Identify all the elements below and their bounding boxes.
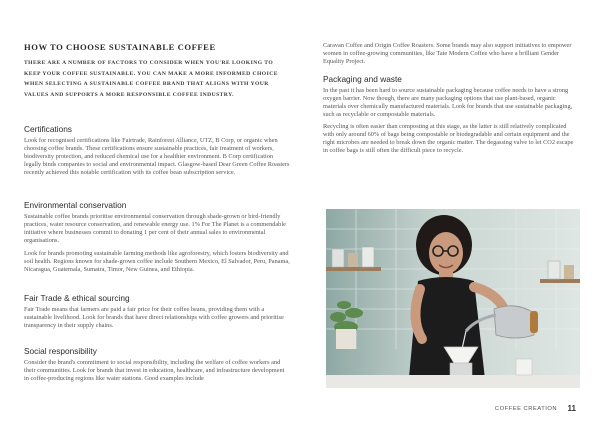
intro-standfirst: THERE ARE A NUMBER OF FACTORS TO CONSIDER WHEN YOU'RE LOOKING TO KEEP YOUR COFFEE SUSTAINABLE. YOU CAN MAKE A MORE INFORMED CHOICE WHEN SELECTING A SUSTAINABLE COFFEE BRAND THAT ALIGNS WITH YOUR VALUES AND SUPPORTS A MORE RESPONSIBLE COFFEE INDUSTRY. <box>24 60 278 98</box>
section-heading: Certifications <box>24 124 72 134</box>
body-paragraph: Fair Trade means that farmers are paid a fair price for their coffee beans, providing them with a sustainable livelihood. Look for brands that have direct relationships with coffee growers and prioritise transparency in their supply chains. <box>24 306 284 330</box>
section-environmental-conservation <box>24 200 290 279</box>
body-paragraph: Sustainable coffee brands prioritise environmental conservation through shade-grown or bird-friendly practices, water resource conservation, and renewable energy use. 1% For The Planet is a commendable initiative where businesses commit to donating 1 per cent of their annual sales to environmental organisations. <box>24 213 286 245</box>
continued-text <box>323 42 579 70</box>
barista-pour-over-illustration <box>326 209 580 388</box>
section-heading: Fair Trade & ethical sourcing <box>24 293 130 303</box>
section-heading: Packaging and waste <box>323 74 402 84</box>
barista-photo <box>326 209 580 388</box>
body-paragraph: Consider the brand's commitment to social responsibility, including the welfare of coffee workers and their communities. Look for brands that invest in education, healthcare, and infrastructure development in coffee-producing regions like water stations. Good examples include <box>24 359 285 383</box>
body-paragraph: Caravan Coffee and Origin Coffee Roasters. Some brands may also support initiatives to empower women in coffee-growing communities, like Tate Modern Coffee who have a brilliant Gender Equality Project. <box>323 42 572 66</box>
page-number: 11 <box>567 404 576 414</box>
section-fair-trade <box>24 293 290 335</box>
section-heading: Social responsibility <box>24 346 97 356</box>
section-heading: Environmental conservation <box>24 200 127 210</box>
running-head: COFFEE CREATION <box>494 405 558 412</box>
body-paragraph: Recycling is often easier than composting at this stage, as the latter is still relatively complicated with only around 60% of bags being compostable or biodegradable and certain equipment and the right microbes are needed to break down the organic matter. The degassing valve to let CO2 escape in coffee bags is still often the difficult piece to recycle. <box>323 123 574 155</box>
section-packaging-and-waste <box>323 74 579 159</box>
page-footer <box>0 400 576 418</box>
article-title: HOW TO CHOOSE SUSTAINABLE COFFEE <box>24 42 216 52</box>
section-certifications <box>24 124 290 182</box>
body-paragraph: Look for brands promoting sustainable farming methods like agroforestry, which fosters biodiversity and soil health. Regions known for shade-grown coffee include Southern Mexico, El Salvador, Peru, Panama, Nicaragua, Guatemala, Sumatra, Timor, New Guinea, and Ethiopia. <box>24 250 290 274</box>
body-paragraph: In the past it has been hard to source sustainable packaging because coffee needs to have a strong oxygen barrier. Now though, there are many packaging options that use plant-based, organic materials over chemically manufactured materials. Look for brands that use sustainable packaging, such as recyclable or compostable materials. <box>323 87 573 119</box>
section-social-responsibility <box>24 346 290 388</box>
body-paragraph: Look for recognised certifications like Fairtrade, Rainforest Alliance, UTZ, B Corp, or organic when choosing coffee brands. These certifications ensure sustainable practices, fair treatment of workers, biodiversity protection, and reduced chemical use for a healthier environment. B Corp certification legally binds companies to social and environmental impact. Glasgow-based Dear Green Coffee Roasters recently achieved this notable certification with its coffee bean subscription service. <box>24 137 290 177</box>
